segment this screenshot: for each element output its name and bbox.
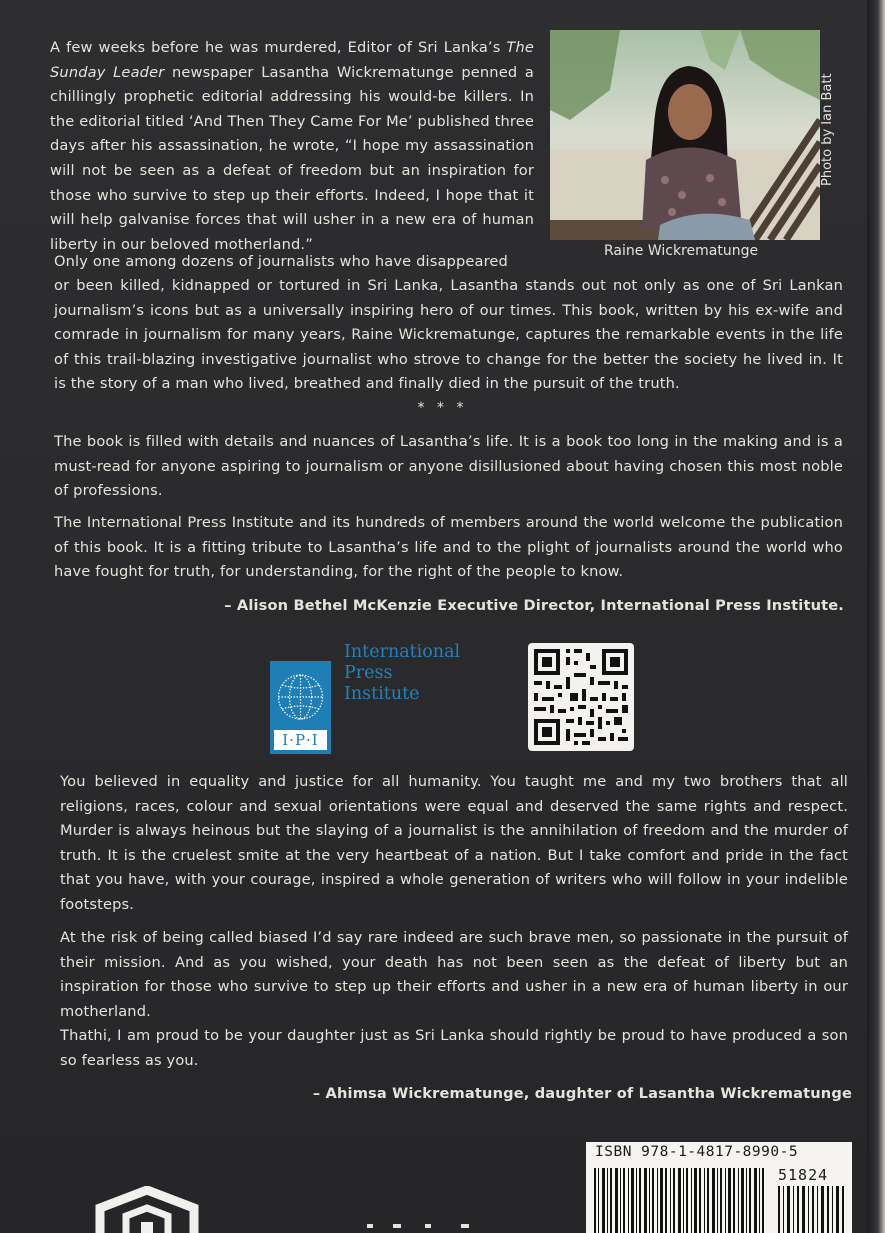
newspaper-name: The Sunday Leader <box>50 39 534 81</box>
section-separator: * * * <box>417 400 468 416</box>
daughter-quote-paragraph-3: Thathi, I am proud to be your daughter just as Sri Lanka should rightly be proud to have produced a son so fearless as you. <box>60 1027 848 1069</box>
ipi-quote-paragraph-2: The International Press Institute and its hundreds of members around the world welcome the publication of this book. It is a fitting tribute to Lasantha’s life and to the plight of journalists around the world who have fought for truth, for understanding, for the right of the people to know. <box>54 514 843 581</box>
intro-paragraph-1 <box>50 36 534 257</box>
publisher-wordmark-fragment <box>365 1222 485 1228</box>
ipi-wordmark <box>344 642 504 705</box>
author-photo <box>550 30 820 240</box>
intro-text-a: A few weeks before he was murdered, Editor of Sri Lanka’s <box>50 39 501 56</box>
price-barcode <box>776 1186 846 1233</box>
daughter-quote-paragraph-1: You believed in equality and justice for all humanity. You taught me and my two brothers that all religions, races, colour and sexual orientations were equal and deserved the same rights and respect. Murder is always heinous but the slaying of a journalist is the annihilation of freedom and the murder of truth. It is the cruelest smite at the very heartbeat of a nation. But I take comfort and pride in the fact that you have, with your courage, inspired a whole generation of writers who will follow in your indelible footsteps. <box>60 773 848 913</box>
qr-code-pattern <box>528 643 634 751</box>
intro-paragraph-2-line1: Only one among dozens of journalists who have disappeared <box>54 253 508 270</box>
globe-icon <box>276 667 325 727</box>
ipi-logo <box>270 661 331 754</box>
photo-credit: Photo by Ian Batt <box>820 73 835 186</box>
intro-text-b: newspaper Lasantha Wickrematunge penned a chillingly prophetic editorial addressing his would-be killers. In the editorial titled ‘And Then They Came For Me’ published three days after his assassination, he wrote, “I hope my assassination will not be seen as a defeat of freedom but an inspiration for those who survive to step up their efforts. Indeed, I hope that it will help galvanise forces that will usher in a new era of human liberty in our beloved motherland.” <box>50 63 534 253</box>
daughter-quote-attribution: – Ahimsa Wickrematunge, daughter of Lasantha Wickrematunge <box>312 1085 852 1102</box>
qr-code <box>528 643 634 751</box>
ipi-quote-attribution: – Alison Bethel McKenzie Executive Director, International Press Institute. <box>224 597 844 614</box>
ipi-wordmark-line1: International <box>344 642 461 662</box>
daughter-quote-paragraph-2: At the risk of being called biased I’d say rare indeed are such brave men, so passionate in the pursuit of their mission. And as you wished, your death has not been seen as the defeat of liberty but an inspiration for those who survive to step up their efforts and usher in a new era of human liberty in our motherland. <box>60 929 848 1020</box>
intro-paragraph-2: or been killed, kidnapped or tortured in Sri Lanka, Lasantha stands out not only as one of Sri Lankan journalism’s icons but as a universally inspiring hero of our times. This book, written by his ex-wife and comrade in journalism for many years, Raine Wickrematunge, captures the remarkable events in the life of this trail-blazing investigative journalist who strove to change for the better the society he lived in. It is the story of a man who lived, breathed and finally died in the pursuit of the truth. <box>54 277 843 393</box>
price-code: 51824 <box>778 1166 829 1184</box>
ipi-wordmark-line3: Institute <box>344 684 420 704</box>
ipi-wordmark-line2: Press <box>344 663 393 683</box>
book-edge <box>867 0 885 1233</box>
isbn-number: ISBN 978-1-4817-8990-5 <box>595 1144 799 1160</box>
publisher-logo-icon <box>92 1186 202 1233</box>
author-photo-illustration <box>550 30 820 240</box>
isbn-barcode <box>592 1168 768 1233</box>
ipi-quote-paragraph-1: The book is filled with details and nuances of Lasantha’s life. It is a book too long in the making and is a must-read for anyone aspiring to journalism or anyone disillusioned about having chosen this most noble of professions. <box>54 433 843 500</box>
photo-caption: Raine Wickrematunge <box>604 243 759 259</box>
ipi-letters: I·P·I <box>274 730 327 750</box>
